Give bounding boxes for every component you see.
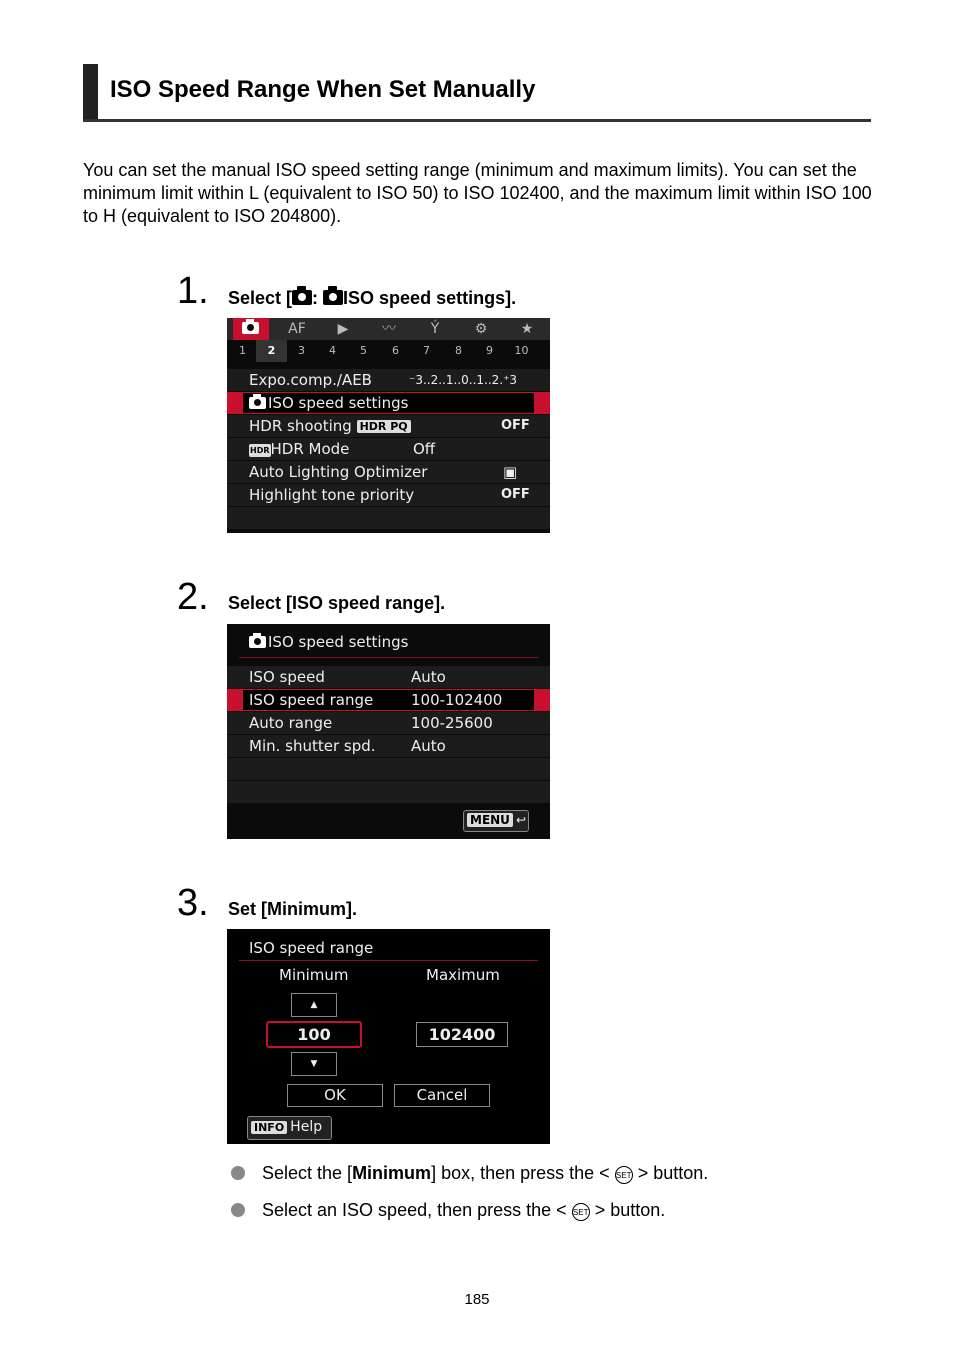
page-number-4[interactable]: 4 xyxy=(329,344,336,357)
hdr-mode-icon: HDR xyxy=(250,446,270,455)
tab-af[interactable]: AF xyxy=(288,321,306,337)
heading-bar xyxy=(83,64,98,119)
page-number-8[interactable]: 8 xyxy=(455,344,462,357)
bullet-1-text: Select the [Minimum] box, then press the < SET > button. xyxy=(262,1163,709,1183)
return-icon: ↩ xyxy=(515,813,526,827)
page-number-10[interactable]: 10 xyxy=(514,344,529,357)
step-1-post: ISO speed settings]. xyxy=(343,288,517,308)
menu-page-numbers xyxy=(227,340,550,362)
camera-icon xyxy=(242,322,259,334)
menu-row-hdr-mode[interactable]: HDRHDR Mode Off xyxy=(227,438,550,460)
title-divider xyxy=(239,960,538,961)
set-button-icon: SET xyxy=(615,1166,633,1184)
menu-row-highlight-tone-priority[interactable]: Highlight tone priority OFF xyxy=(227,484,550,506)
alo-icon: ▣ xyxy=(503,463,518,481)
maximum-value-box[interactable]: 102400 xyxy=(416,1022,508,1047)
hdr-pq-badge: HDR PQ xyxy=(357,420,411,433)
tab-wireless[interactable]: 〰 xyxy=(382,321,396,337)
screen-title: ISO speed settings xyxy=(249,633,408,651)
info-help-button[interactable]: INFO Help xyxy=(247,1116,332,1140)
menu-back-button[interactable]: MENU ↩ xyxy=(463,810,529,832)
page-number-6[interactable]: 6 xyxy=(392,344,399,357)
exposure-scale: ⁻3..2..1..0..1..2.⁺3 xyxy=(409,373,518,387)
camera-icon xyxy=(292,290,312,305)
bullet-dot xyxy=(231,1203,245,1217)
tab-shooting[interactable] xyxy=(233,318,269,340)
tab-setup[interactable]: Ý xyxy=(430,321,440,337)
maximum-label: Maximum xyxy=(426,966,500,984)
menu-row-auto-lighting-optimizer[interactable]: Auto Lighting Optimizer ▣ xyxy=(227,461,550,483)
minimum-label: Minimum xyxy=(279,966,349,984)
tab-custom[interactable]: ⚙ xyxy=(474,321,488,337)
page-number-9[interactable]: 9 xyxy=(486,344,493,357)
step-2-title: Select [ISO speed range]. xyxy=(228,593,446,613)
menu-row-auto-range[interactable]: Auto range 100-25600 xyxy=(227,712,550,734)
step-2-number: 2. xyxy=(177,576,209,618)
section-heading xyxy=(83,64,871,122)
intro-paragraph: You can set the manual ISO speed setting range (minimum and maximum limits). You can set the minimum limit within L (equivalent to ISO 50) to ISO 102400, and the maximum limit within ISO 100 to H (equivalent to ISO 204800). xyxy=(83,160,872,226)
page-number-3[interactable]: 3 xyxy=(298,344,305,357)
bullet-2-text: Select an ISO speed, then press the < SET > button. xyxy=(262,1200,666,1220)
camera-screen-iso-speed-settings xyxy=(227,624,550,839)
minimum-value-box[interactable]: 100 xyxy=(266,1021,362,1048)
camera-icon xyxy=(249,636,266,648)
page-title: ISO Speed Range When Set Manually xyxy=(110,76,536,103)
menu-row-min-shutter-spd[interactable]: Min. shutter spd. Auto xyxy=(227,735,550,757)
increase-arrow-button[interactable]: ▲ xyxy=(291,993,337,1017)
bullet-dot xyxy=(231,1166,245,1180)
menu-tab-bar xyxy=(227,318,550,340)
menu-row-empty xyxy=(227,507,550,529)
page-number-2[interactable]: 2 xyxy=(256,340,287,362)
page-number-1[interactable]: 1 xyxy=(239,344,246,357)
step-3-title: Set [Minimum]. xyxy=(228,899,357,919)
page-number: 185 xyxy=(464,1291,490,1308)
title-divider xyxy=(239,657,538,658)
step-1-title xyxy=(228,287,516,309)
camera-screen-iso-speed-range xyxy=(227,929,550,1144)
cancel-button[interactable]: Cancel xyxy=(394,1084,490,1107)
menu-row-empty xyxy=(227,781,550,803)
camera-icon xyxy=(323,290,343,305)
step-1-mid: : xyxy=(312,288,324,308)
step-3-number: 3. xyxy=(177,882,209,924)
step-1-pre: Select [ xyxy=(228,288,293,308)
decrease-arrow-button[interactable]: ▼ xyxy=(291,1052,337,1076)
tab-my-menu[interactable]: ★ xyxy=(520,321,534,337)
page-number-5[interactable]: 5 xyxy=(360,344,367,357)
step-1-number: 1. xyxy=(177,270,209,312)
menu-row-iso-speed[interactable]: ISO speed Auto xyxy=(227,666,550,688)
ok-button[interactable]: OK xyxy=(287,1084,383,1107)
screen-title: ISO speed range xyxy=(249,939,374,957)
menu-row-iso-speed-settings[interactable]: ISO speed settings xyxy=(227,392,550,414)
set-button-icon: SET xyxy=(572,1203,590,1221)
tab-playback[interactable]: ▶ xyxy=(337,321,349,337)
camera-icon xyxy=(249,397,266,409)
menu-row-expo-comp[interactable]: Expo.comp./AEB ⁻3..2..1..0..1..2.⁺3 xyxy=(227,369,550,391)
menu-row-empty xyxy=(227,758,550,780)
camera-screen-shooting-menu xyxy=(227,318,550,533)
menu-row-iso-speed-range[interactable]: ISO speed range 100-102400 xyxy=(227,689,550,711)
menu-row-hdr-shooting[interactable]: HDR shooting HDR PQ OFF xyxy=(227,415,550,437)
page-number-7[interactable]: 7 xyxy=(423,344,430,357)
